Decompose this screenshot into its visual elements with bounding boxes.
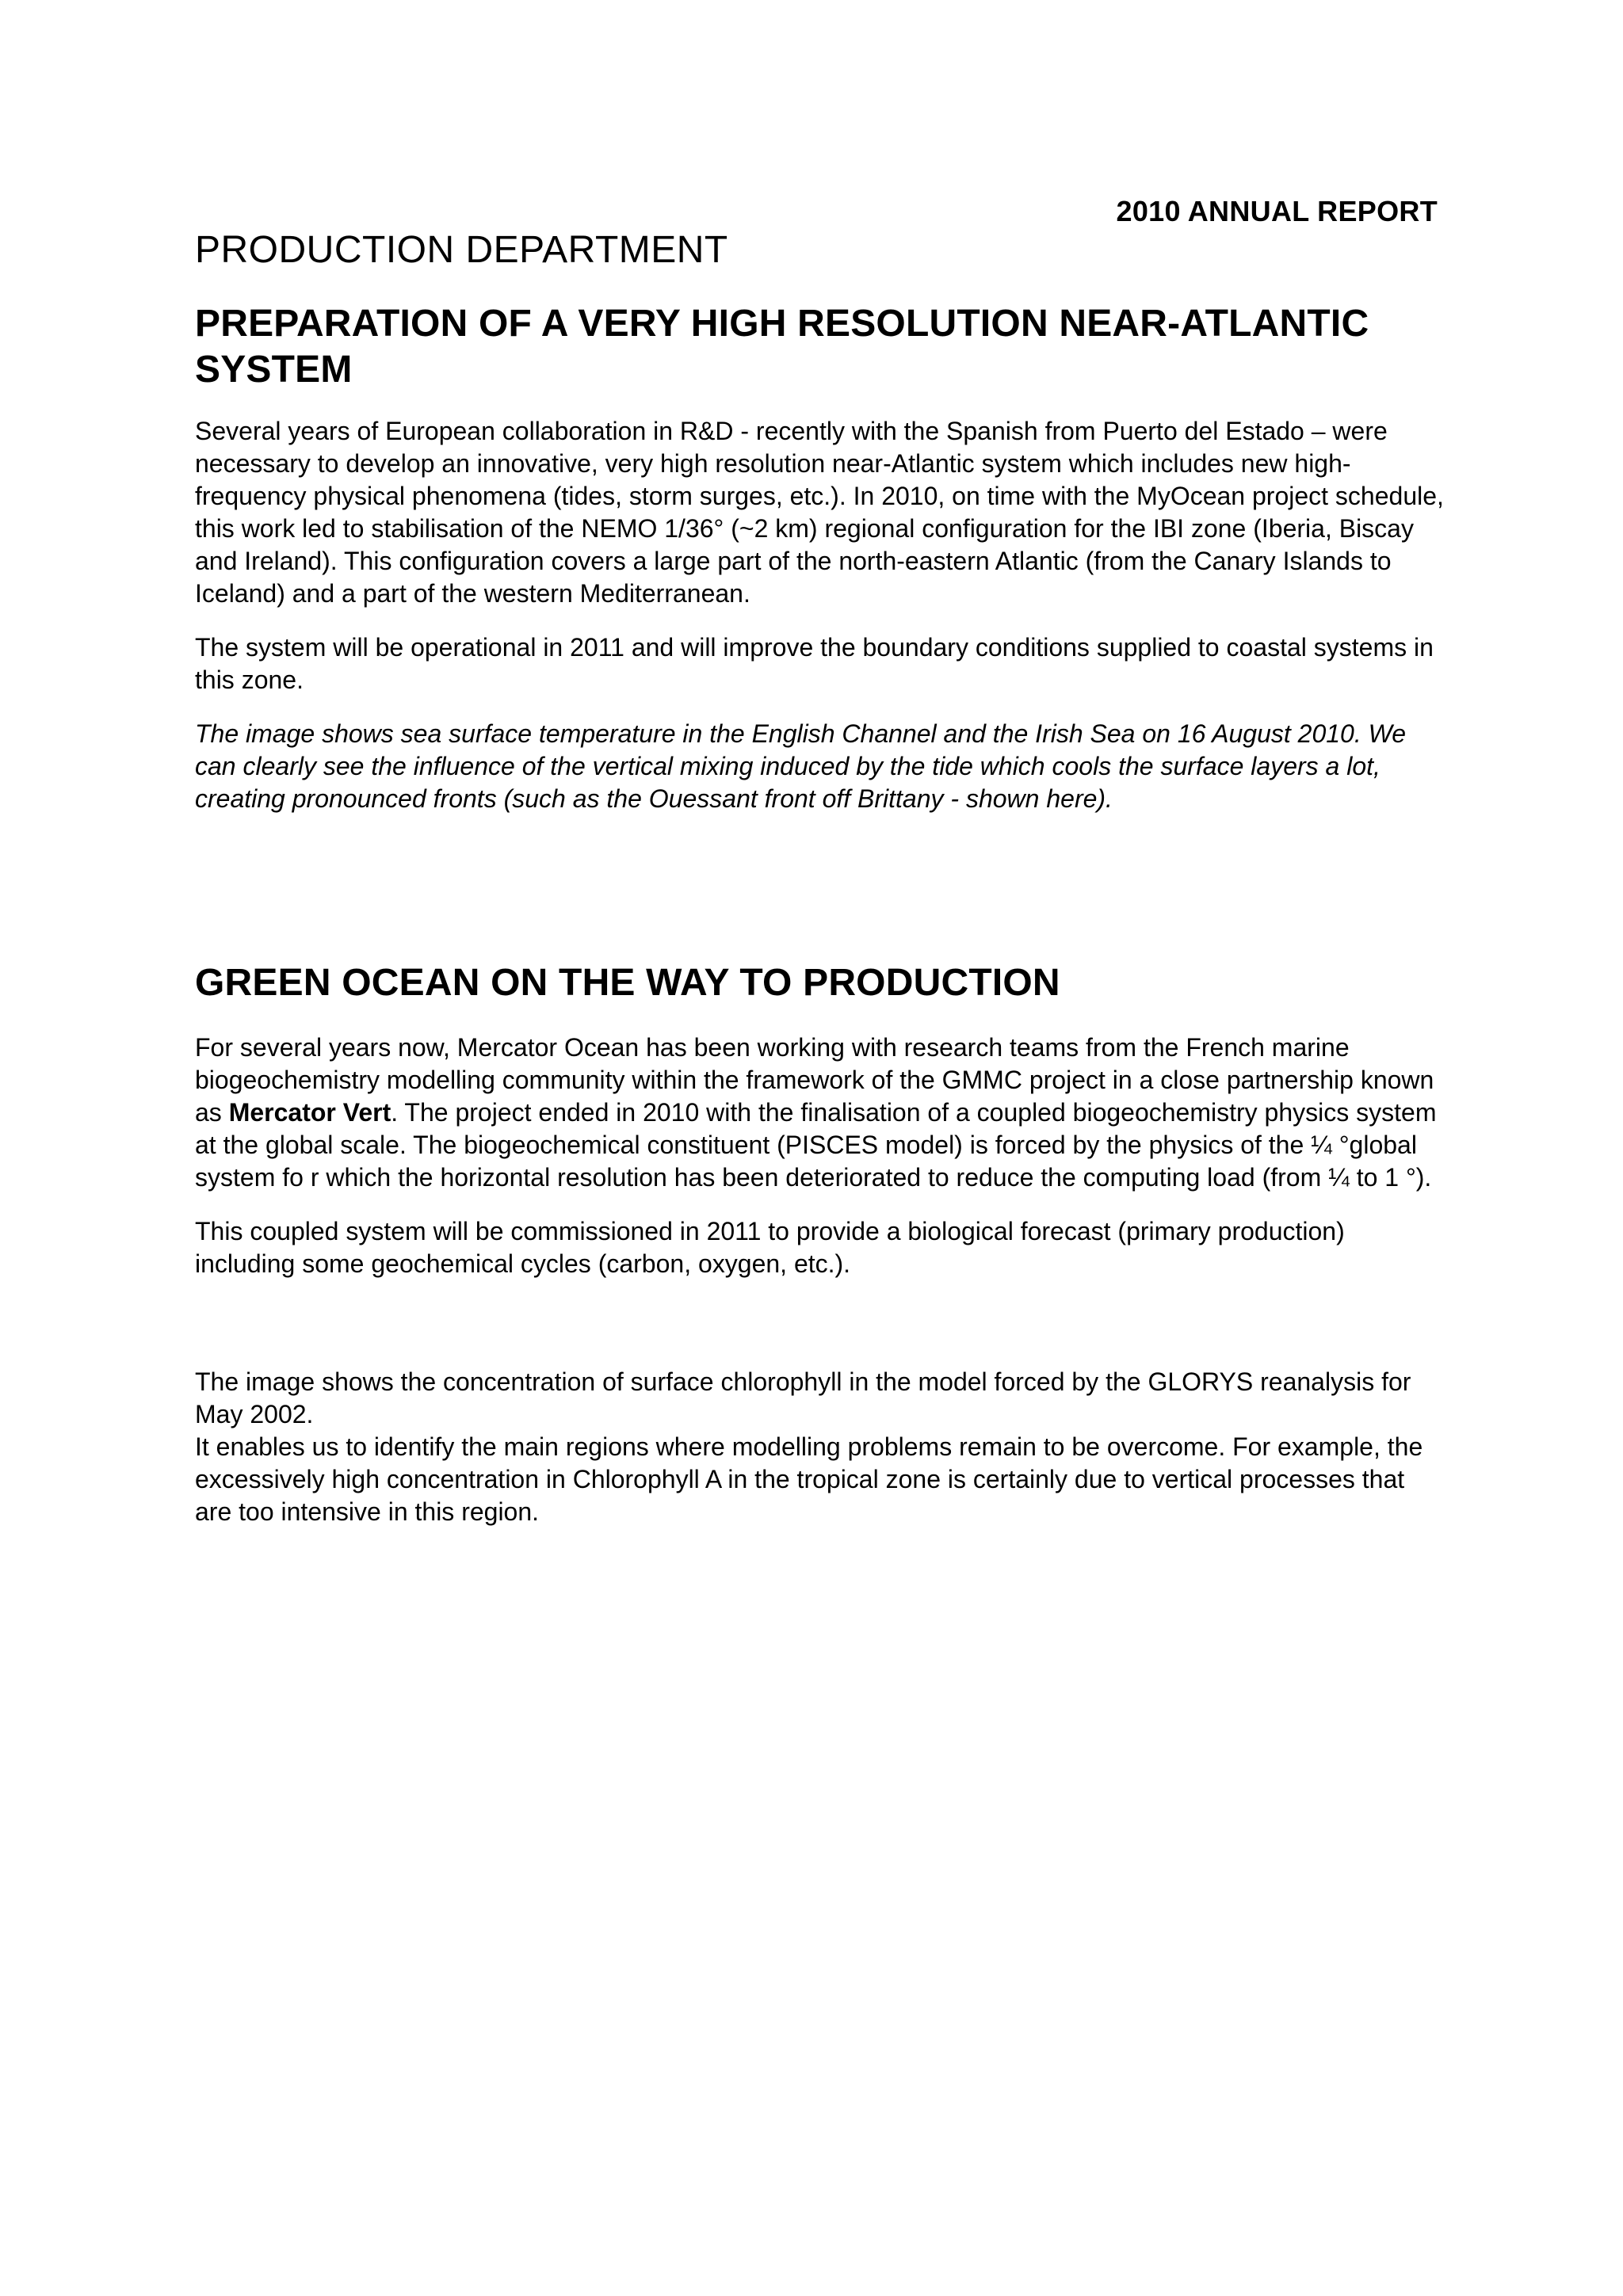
section-green-ocean <box>195 960 1447 1550</box>
paragraph-text: For several years now, Mercator Ocean has been working with research teams from the French marine biogeochemistry modelling community within the framework of the GMMC project in a close partnership known as <box>195 1033 1434 1127</box>
image-caption: The image shows sea surface temperature in the English Channel and the Irish Sea on 16 August 2010. We can clearly see the influence of the vertical mixing induced by the tide which cools the surface layers a lot, creating pronounced fronts (such as the Ouessant front off Brittany - shown here). <box>195 719 1407 813</box>
paragraph: Several years of European collaboration in R&D - recently with the Spanish from Puerto del Estado – were necessary to develop an innovative, very high resolution near-Atlantic system which includes new high-frequency physical phenomena (tides, storm surges, etc.). In 2010, on time with the MyOcean project schedule, this work led to stabilisation of the NEMO 1/36° (~2 km) regional configuration for the IBI zone (Iberia, Biscay and Ireland). This configuration covers a large part of the north-eastern Atlantic (from the Canary Islands to Iceland) and a part of the western Mediterranean. <box>195 417 1444 608</box>
image-caption: The image shows the concentration of surface chlorophyll in the model forced by the GLORYS reanalysis for May 2002. <box>195 1367 1411 1428</box>
report-label: 2010 ANNUAL REPORT <box>1116 195 1438 227</box>
paragraph <box>195 1032 1447 1194</box>
department-title: PRODUCTION DEPARTMENT <box>195 229 728 271</box>
project-name: Mercator Vert <box>228 1098 391 1127</box>
paragraph: It enables us to identify the main regions where modelling problems remain to be overcome. For example, the excessively high concentration in Chlorophyll A in the tropical zone is certainly due to vertical processes that are too intensive in this region. <box>195 1432 1423 1526</box>
section-title: GREEN OCEAN ON THE WAY TO PRODUCTION <box>195 962 1060 1004</box>
paragraph: The system will be operational in 2011 and will improve the boundary conditions supplied to coastal systems in this zone. <box>195 633 1434 694</box>
paragraph: This coupled system will be commissioned in 2011 to provide a biological forecast (primary production) including some geochemical cycles (carbon, oxygen, etc.). <box>195 1217 1345 1278</box>
section-title: PREPARATION OF A VERY HIGH RESOLUTION NEAR-ATLANTIC SYSTEM <box>195 303 1369 391</box>
section-high-resolution-system <box>195 301 1447 837</box>
paragraph-text: . The project ended in 2010 with the finalisation of a coupled biogeochemistry physics system at the global scale. The biogeochemical constituent (PISCES model) is forced by the physics of the ¼ °global system fo r which the horizontal resolution has been deteriorated to reduce the computing load (from ¼ to 1 °). <box>195 1098 1437 1192</box>
